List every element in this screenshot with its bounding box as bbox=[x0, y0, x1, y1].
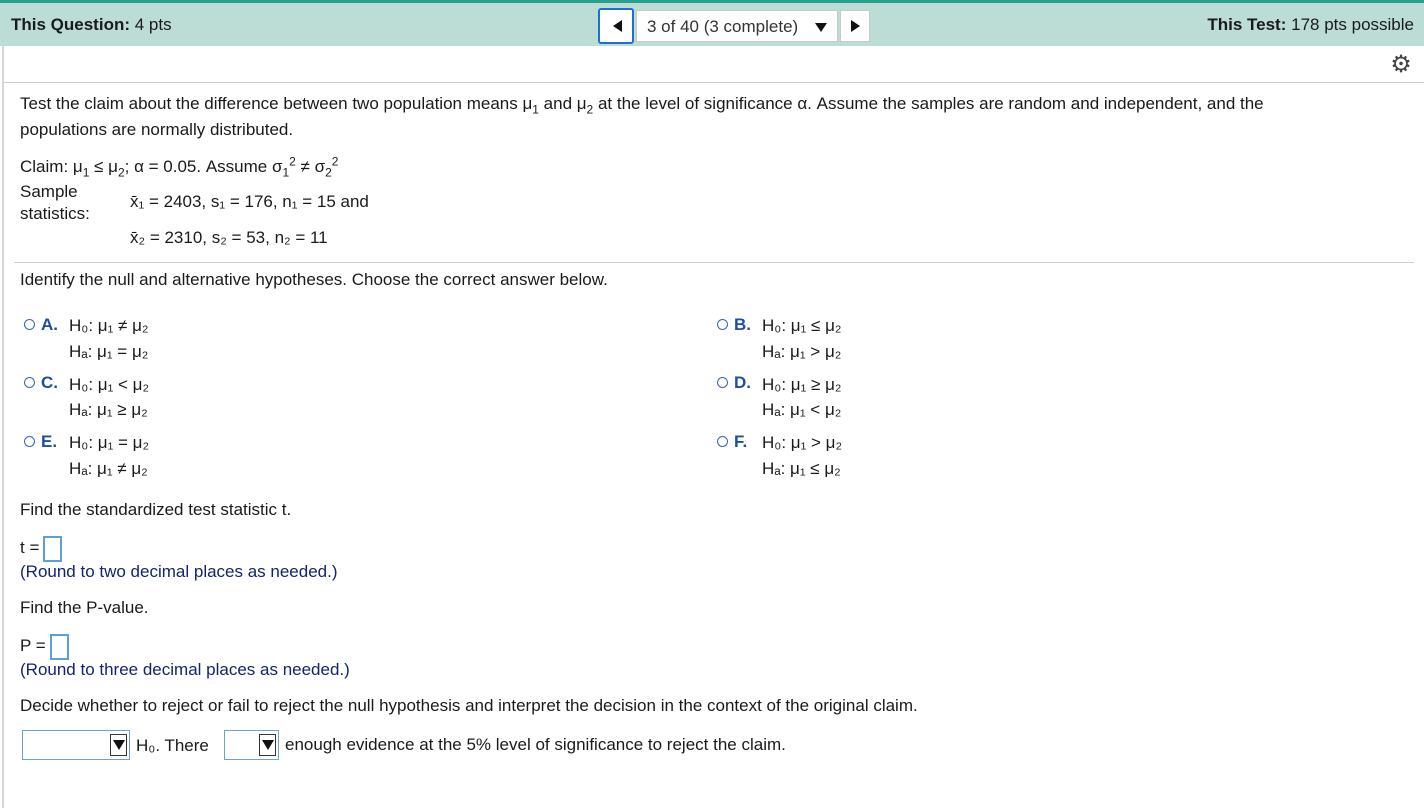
option-e-alt: Hₐ: μ₁ ≠ μ₂ bbox=[69, 459, 148, 478]
gear-icon[interactable]: ⚙ bbox=[1390, 51, 1412, 78]
option-f-null: H₀: μ₁ > μ₂ bbox=[762, 433, 843, 452]
question-selector-dropdown[interactable] bbox=[636, 10, 838, 42]
claim-text-a: Claim: μ bbox=[20, 157, 83, 176]
option-a-null: H₀: μ₁ ≠ μ₂ bbox=[69, 316, 149, 335]
claim-line: Claim: $\mu_1 \le \mu_2$; α = 0.05. Assume $\sigma_1^2 \ne \sigma_2^2$ bbox=[20, 154, 339, 180]
option-f-letter[interactable]: F. bbox=[734, 432, 748, 451]
test-points-value: 178 pts possible bbox=[1291, 15, 1414, 34]
option-a-alt: Hₐ: μ₁ = μ₂ bbox=[69, 342, 149, 361]
intro-text-c: at the level of significance α. Assume the samples are random and independent, and the bbox=[593, 94, 1264, 113]
caret-down-icon bbox=[815, 23, 827, 32]
q2-prompt: Find the standardized test statistic t. bbox=[20, 500, 292, 519]
option-c-null: H₀: μ₁ < μ₂ bbox=[69, 375, 150, 394]
test-points-label: This Test: bbox=[1207, 15, 1287, 34]
option-c-radio[interactable] bbox=[24, 377, 35, 388]
conclusion-text: enough evidence at the 5% level of significance to reject the claim. bbox=[285, 735, 786, 754]
option-e-null: H₀: μ₁ = μ₂ bbox=[69, 433, 150, 452]
evidence-dropdown-button[interactable] bbox=[259, 734, 276, 756]
claim-text-b: ≤ μ bbox=[89, 157, 118, 176]
option-f-alt: Hₐ: μ₁ ≤ μ₂ bbox=[762, 459, 841, 478]
p-value-input[interactable] bbox=[50, 634, 69, 660]
sample-stats-1: x̄₁ = 2403, s₁ = 176, n₁ = 15 and bbox=[130, 192, 369, 211]
option-e-radio[interactable] bbox=[24, 436, 35, 447]
intro-text-a: Test the claim about the difference between two population means μ bbox=[20, 94, 533, 113]
option-b-letter[interactable]: B. bbox=[734, 315, 751, 334]
previous-question-button[interactable] bbox=[598, 8, 634, 44]
option-b-alt: Hₐ: μ₁ > μ₂ bbox=[762, 342, 842, 361]
q3-rounding-hint: (Round to three decimal places as needed.) bbox=[20, 660, 350, 679]
option-d-letter[interactable]: D. bbox=[734, 373, 751, 392]
claim-text-d: ≠ σ bbox=[295, 157, 326, 176]
claim-text-c: ; α = 0.05. Assume σ bbox=[124, 157, 283, 176]
q1-prompt: Identify the null and alternative hypotheses. Choose the correct answer below. bbox=[20, 270, 608, 289]
q4-prompt: Decide whether to reject or fail to reject the null hypothesis and interpret the decision in the context of the original claim. bbox=[20, 696, 918, 715]
t-statistic-input[interactable] bbox=[43, 536, 62, 562]
option-d-null: H₀: μ₁ ≥ μ₂ bbox=[762, 375, 842, 394]
option-a-letter[interactable]: A. bbox=[41, 315, 58, 334]
caret-down-icon bbox=[113, 740, 125, 750]
problem-intro-line2: populations are normally distributed. bbox=[20, 120, 294, 139]
triangle-left-icon bbox=[613, 20, 622, 32]
test-points bbox=[1207, 15, 1414, 35]
option-c-letter[interactable]: C. bbox=[41, 373, 58, 392]
problem-intro-line1: Test the claim about the difference between two population means $\mu_1$ and $\mu_2$ at the level of significance α. Assume the samples are random and independent, and the bbox=[20, 94, 1264, 117]
evidence-dropdown[interactable] bbox=[224, 730, 279, 760]
caret-down-icon bbox=[262, 740, 274, 750]
question-progress-text: 3 of 40 (3 complete) bbox=[647, 17, 799, 36]
triangle-right-icon bbox=[851, 20, 860, 32]
option-a-radio[interactable] bbox=[24, 319, 35, 330]
option-d-alt: Hₐ: μ₁ < μ₂ bbox=[762, 400, 842, 419]
option-f-radio[interactable] bbox=[717, 436, 728, 447]
left-border bbox=[2, 46, 4, 808]
question-points bbox=[11, 15, 172, 35]
p-label: P = bbox=[20, 636, 46, 655]
divider bbox=[4, 82, 1424, 83]
stats-label-line1: Sample bbox=[20, 182, 78, 201]
decision-dropdown[interactable] bbox=[22, 730, 130, 760]
option-c-alt: Hₐ: μ₁ ≥ μ₂ bbox=[69, 400, 148, 419]
question-points-value: 4 pts bbox=[134, 15, 172, 34]
next-question-button[interactable] bbox=[840, 10, 870, 42]
h0-there-text: H₀. There bbox=[136, 736, 209, 755]
intro-text-b: and μ bbox=[538, 94, 587, 113]
option-d-radio[interactable] bbox=[717, 377, 728, 388]
question-header-bar bbox=[0, 0, 1424, 46]
t-label: t = bbox=[20, 538, 40, 557]
question-points-label: This Question: bbox=[11, 15, 130, 34]
option-b-null: H₀: μ₁ ≤ μ₂ bbox=[762, 316, 842, 335]
q2-rounding-hint: (Round to two decimal places as needed.) bbox=[20, 562, 338, 581]
divider bbox=[14, 262, 1414, 263]
stats-label-line2: statistics: bbox=[20, 204, 90, 223]
option-e-letter[interactable]: E. bbox=[41, 432, 58, 451]
q3-prompt: Find the P-value. bbox=[20, 598, 149, 617]
option-b-radio[interactable] bbox=[717, 319, 728, 330]
sample-stats-2: x̄₂ = 2310, s₂ = 53, n₂ = 11 bbox=[130, 228, 328, 247]
decision-dropdown-button[interactable] bbox=[110, 734, 127, 756]
